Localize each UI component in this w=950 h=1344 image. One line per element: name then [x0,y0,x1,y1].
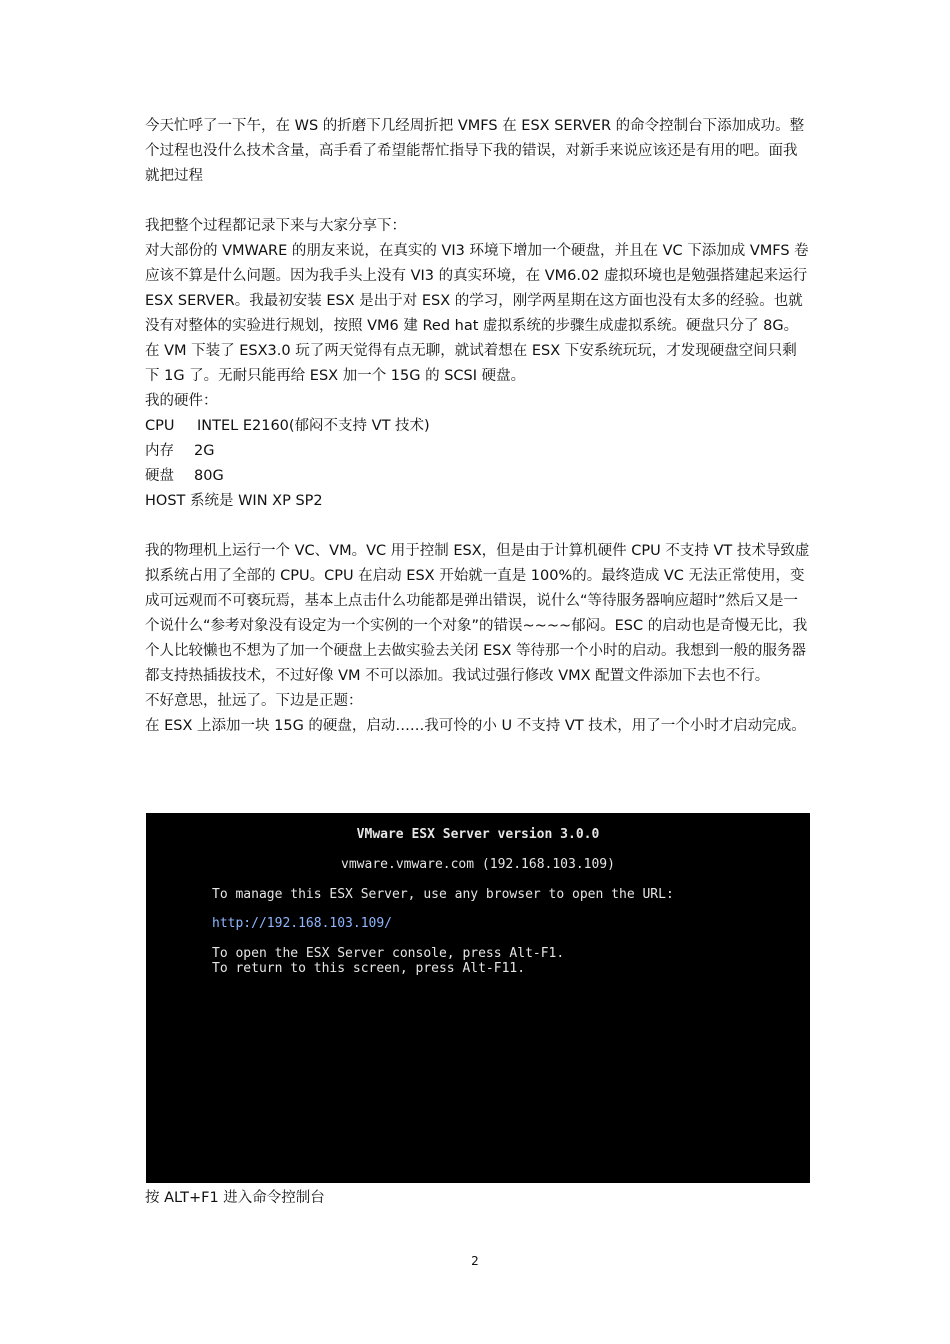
paragraph-hardware-heading: 我的硬件： [145,393,218,409]
hardware-value: 2G [194,443,215,459]
hardware-label: 硬盘 [145,468,174,484]
hardware-value: 80G [194,468,224,484]
hardware-row-disk [145,464,810,489]
screen-title: VMware ESX Server version 3.0.0 [356,827,600,842]
hardware-row-cpu [145,414,810,439]
paragraph-transition: 不好意思，扯远了。下边是正题： [145,693,363,709]
screen-host: vmware.vmware.com (192.168.103.109) [341,857,615,872]
hardware-value: INTEL E2160(郁闷不支持 VT 技术) [197,418,430,434]
body-text [145,114,810,739]
paragraph-intro: 今天忙呼了一下午，在 WS 的折磨下几经周折把 VMFS 在 ESX SERVER 的命令控制台下添加成功。整个过程也没什么技术含量，高手看了希望能帮忙指导下我的错误，对新手来说应该还是有用的吧。面我就把过程 [145,118,805,184]
paragraph-share: 我把整个过程都记录下来与大家分享下： [145,218,406,234]
screen-url: http://192.168.103.109/ [212,916,393,931]
screenshot-caption: 按 ALT+F1 进入命令控制台 [145,1190,325,1206]
screen-console-text: To open the ESX Server console, press Alt-F1. [212,946,565,961]
screen-return-text: To return to this screen, press Alt-F11. [212,961,526,976]
hardware-label: HOST 系统是 WIN XP SP2 [145,493,323,509]
page-number: 2 [471,1254,479,1268]
esx-console-screenshot [146,813,810,1183]
hardware-row-memory [145,439,810,464]
paragraph-boot: 在 ESX 上添加一块 15G 的硬盘，启动……我可怜的小 U 不支持 VT 技术，用了一个小时才启动完成。 [145,718,806,734]
paragraph-problem: 我的物理机上运行一个 VC、VM。VC 用于控制 ESX，但是由于计算机硬件 CPU 不支持 VT 技术导致虚拟系统占用了全部的 CPU。CPU 在启动 ESX 开始就一直是 100%的。最终造成 VC 无法正常使用，变成可远观而不可亵玩焉，基本上点击什么功能都是弹出错误，说什么“等待服务器响应超时”然后又是一个说什么“参考对象没有设定为一个实例的一个对象”的错误~~~~郁闷。ESC 的启动也是奇慢无比，我个人比较懒也不想为了加一个硬盘上去做实验去关闭 ESX 等待那一个小时的启动。我想到一般的服务器都支持热插拔技术，不过好像 VM 不可以添加。我试过强行修改 VMX 配置文件添加下去也不行。 [145,543,810,684]
hardware-label: CPU [145,418,175,434]
screen-manage-text: To manage this ESX Server, use any browser to open the URL: [212,887,674,902]
hardware-row-host [145,489,810,514]
paragraph-background: 对大部份的 VMWARE 的朋友来说，在真实的 VI3 环境下增加一个硬盘，并且在 VC 下添加成 VMFS 卷应该不算是什么问题。因为我手头上没有 VI3 的真实环境，在 VM6.02 虚拟环境也是勉强搭建起来运行 ESX SERVER。我最初安装 ESX 是出于对 ESX 的学习，刚学两星期在这方面也没有太多的经验。也就没有对整体的实验进行规划，按照 VM6 建 Red hat 虚拟系统的步骤生成虚拟系统。硬盘只分了 8G。在 VM 下装了 ESX3.0 玩了两天觉得有点无聊，就试着想在 ESX 下安系统玩玩，才发现硬盘空间只剩下 1G 了。无耐只能再给 ESX 加一个 15G 的 SCSI 硬盘。 [145,243,809,384]
hardware-label: 内存 [145,443,174,459]
